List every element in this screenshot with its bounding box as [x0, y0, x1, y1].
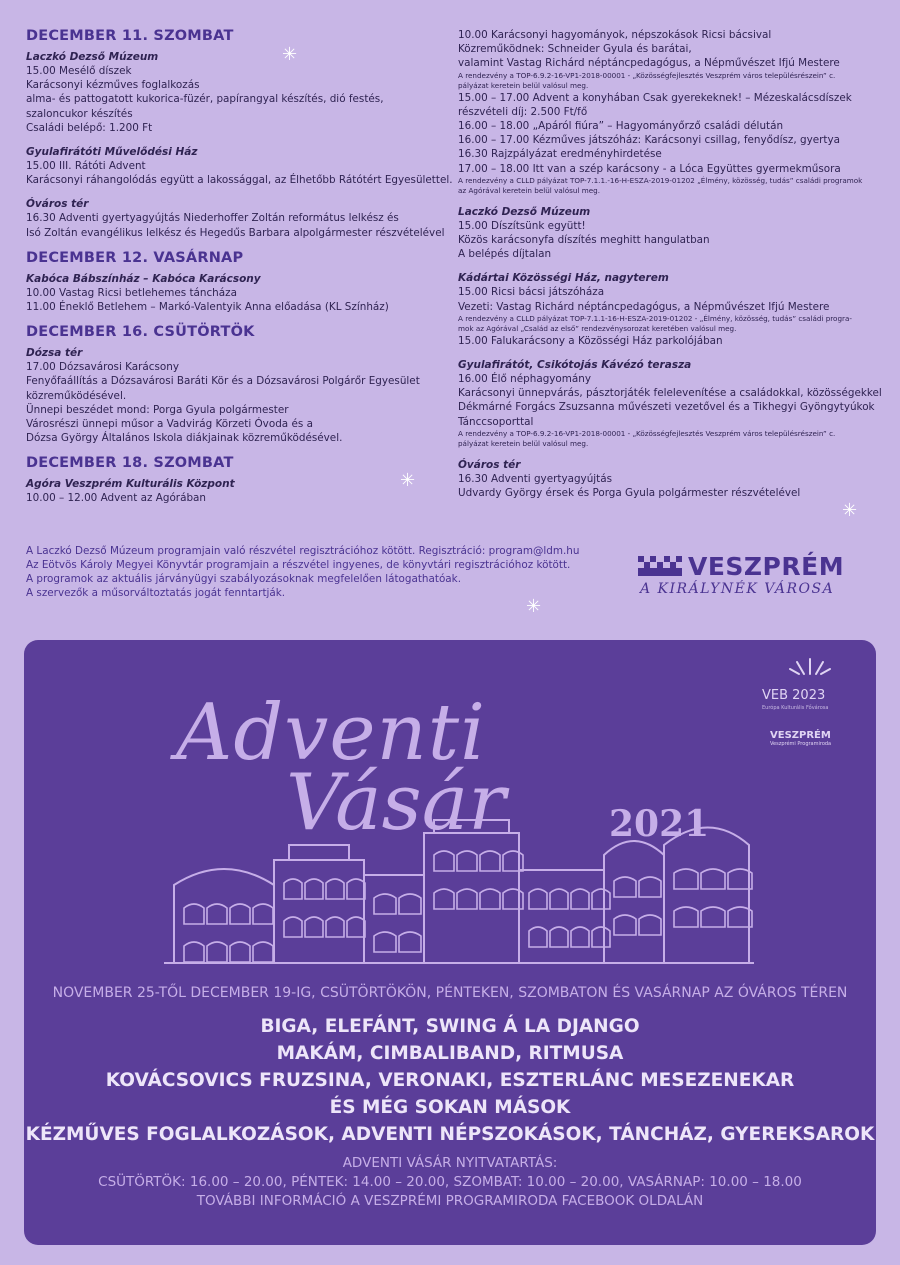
funding-note: pályázat keretein belül valósul meg. [458, 438, 589, 448]
program-line: Családi belépő: 1.200 Ft [26, 121, 153, 134]
program-line: valamint Vastag Richárd néptáncpedagógus, a Népművészet Ifjú Mestere [458, 57, 840, 70]
day-heading: DECEMBER 18. SZOMBAT [26, 455, 234, 472]
sparkle-icon: ✳ [526, 596, 542, 617]
fair-dates: NOVEMBER 25-TŐL DECEMBER 19-IG, CSÜTÖRTÖKÖN, PÉNTEKEN, SZOMBATON ÉS VASÁRNAP AZ ÓVÁROS TÉREN [52, 985, 848, 1001]
program-line: 17.00 Dózsavárosi Karácsony [26, 361, 180, 374]
program-line: Fenyőfaállítás a Dózsavárosi Baráti Kör és a Dózsavárosi Polgárőr Egyesület [26, 375, 420, 388]
program-line: 15.00 Díszítsünk együtt! [458, 219, 586, 232]
program-line: 15.00 Mesélő díszek [26, 65, 132, 77]
program-block [26, 272, 446, 314]
program-line: 10.00 – 12.00 Advent az Agórában [26, 492, 206, 505]
program-line: Vezeti: Vastag Richárd néptáncpedagógus, a Népművészet Ifjú Mestere [458, 300, 830, 313]
funding-note: az Agórával keretein belül valósul meg. [458, 185, 600, 195]
logo-tagline: A KIRÁLYNÉK VÁROSA [640, 581, 835, 597]
venue-name: Agóra Veszprém Kulturális Központ [26, 478, 235, 491]
funding-note: A rendezvény a TOP-6.9.2-16-VP1-2018-00001 - „Közösségfejlesztés Veszprém város településrészein” c. [458, 70, 836, 80]
program-line: 16.30 Rajzpályázat eredményhirdetése [458, 148, 662, 161]
program-line: Udvardy György érsek és Porga Gyula polgármester részvételével [458, 487, 801, 500]
program-line: 15.00 Falukarácsony a Közösségi Ház parkolójában [458, 334, 723, 347]
program-line: 16.00 – 18.00 „Apáról fiúra” – Hagyományőrző családi délután [458, 120, 784, 133]
banner-title-line2: Vásár [286, 758, 506, 848]
program-block [458, 205, 878, 262]
program-line: Ünnepi beszédet mond: Porga Gyula polgármester [26, 403, 289, 416]
day-heading: DECEMBER 12. VASÁRNAP [26, 249, 244, 266]
info-text: TOVÁBBI INFORMÁCIÓ A VESZPRÉMI PROGRAMIRODA FACEBOOK OLDALÁN [196, 1193, 704, 1209]
venue-name: Kabóca Bábszínház – Kabóca Karácsony [26, 272, 261, 285]
program-block [458, 271, 878, 348]
funding-note: A rendezvény a CLLD pályázat TOP-7.1.1.-16-H-ESZA-2019-01202 „Élmény, közösség, tudás” családi programok [458, 175, 863, 185]
funding-note: A rendezvény a TOP-6.9.2-16-VP1-2018-00001 - „Közösségfejlesztés Veszprém város településrészein” c. [458, 428, 836, 438]
performers-line: BIGA, ELEFÁNT, SWING Á LA DJANGO [260, 1016, 640, 1037]
program-line: 16.30 Adventi gyertyagyújtás Niederhoffer Zoltán református lelkész és [26, 212, 399, 225]
program-line: Dékmárné Forgács Zsuzsanna művészeti vezetővel és a Tikhegyi Gyöngytyúkok [458, 401, 875, 414]
venue-name: Kádártai Közösségi Ház, nagyterem [458, 272, 669, 285]
program-block [458, 358, 882, 448]
banner-title-line1: Adventi [176, 688, 487, 778]
program-line: A belépés díjtalan [458, 248, 552, 261]
crown-icon [638, 556, 682, 578]
day-heading: DECEMBER 11. SZOMBAT [26, 28, 234, 44]
venue-name: Óváros tér [458, 458, 521, 471]
venue-name: Óváros tér [26, 198, 89, 211]
program-line: Közös karácsonyfa díszítés meghitt hangulatban [458, 234, 710, 247]
venue-name: Laczkó Dezső Múzeum [26, 51, 159, 63]
program-line: közreműködésével. [26, 389, 127, 402]
veb-program-logo [770, 730, 831, 747]
performers-list [24, 1013, 876, 1148]
logo-word: VESZPRÉM [688, 552, 845, 581]
note-line: A programok az aktuális járványügyi szabályozásoknak megfelelően látogathatóak. [26, 573, 461, 585]
performers-line: MAKÁM, CIMBALIBAND, RITMUSA [276, 1043, 624, 1064]
program-block [26, 197, 446, 239]
funding-note: pályázat keretein belül valósul meg. [458, 80, 589, 90]
hours-title: ADVENTI VÁSÁR NYITVATARTÁS: [342, 1155, 558, 1171]
program-block [26, 50, 446, 135]
day-heading: DECEMBER 16. CSÜTÖRTÖK [26, 324, 255, 341]
program-line: részvételi díj: 2.500 Ft/fő [458, 105, 588, 118]
notes [26, 544, 626, 600]
sparkle-icon: ✳ [400, 470, 416, 491]
venue-name: Laczkó Dezső Múzeum [458, 205, 591, 218]
right-program-column [458, 28, 882, 510]
veb-logo-text: VESZPRÉM [770, 730, 831, 741]
program-block [26, 477, 446, 505]
program-line: 15.00 III. Rátóti Advent [26, 160, 146, 173]
funding-note: A rendezvény a CLLD pályázat TOP-7.1.1-16-H-ESZA-2019-01202 - „Élmény, közösség, tudás” családi progra- [458, 313, 852, 323]
program-line: Tánccsoporttal [458, 415, 534, 428]
program-line: 15.00 – 17.00 Advent a konyhában Csak gyerekeknek! – Mézeskalácsdíszek [458, 91, 852, 104]
program-block [458, 458, 878, 500]
opening-hours [24, 1154, 876, 1211]
program-line: 16.30 Adventi gyertyagyújtás [458, 472, 613, 485]
program-block [26, 346, 446, 445]
veb-text: VEB 2023 [762, 688, 826, 703]
program-line: 16.00 Élő néphagyomány [458, 373, 592, 386]
veszprem-logo [638, 552, 848, 602]
building-skyline-icon [164, 815, 754, 965]
program-line: Dózsa György Általános Iskola diákjainak közreműködésével. [26, 432, 343, 445]
veb-small-text: Európa Kulturális Fővárosa [762, 705, 829, 711]
program-block [26, 145, 453, 187]
program-line: alma- és pattogatott kukorica-füzér, papírangyal készítés, dió festés, [26, 93, 384, 106]
performers-line: ÉS MÉG SOKAN MÁSOK [329, 1097, 571, 1118]
left-program-column [26, 28, 453, 516]
funding-note: mok az Agórával „Család az első” rendezvénysorozat keretében valósul meg. [458, 323, 737, 333]
sparkle-icon: ✳ [842, 500, 858, 521]
program-line: Közreműködnek: Schneider Gyula és barátai, [458, 43, 692, 56]
program-line: Karácsonyi ünnepvárás, pásztorjáték felelevenítése a családokkal, közösségekkel [458, 387, 882, 400]
venue-name: Dózsa tér [26, 347, 83, 360]
sparkle-icon: ✳ [282, 44, 298, 65]
program-line: Városrészi ünnepi műsor a Vadvirág Körzeti Óvoda és a [26, 418, 313, 431]
note-line: A Laczkó Dezső Múzeum programjain való részvétel regisztrációhoz kötött. Regisztráció: program@ldm.hu [26, 545, 580, 557]
advent-fair-banner [24, 640, 876, 1245]
venue-name: Gyulafirátót, Csikótojás Kávézó terasza [458, 359, 692, 372]
program-line: 10.00 Karácsonyi hagyományok, népszokások Ricsi bácsival [458, 29, 772, 41]
veb-logo-small-text: Veszprémi Programiroda [770, 741, 832, 747]
note-line: A szervezők a műsorváltoztatás jogát fenntartják. [26, 587, 286, 599]
program-line: 16.00 – 17.00 Kézműves játszóház: Karácsonyi csillag, fenyődísz, gyertya [458, 134, 840, 147]
program-line: Karácsonyi ráhangolódás együtt a lakossággal, az Élhetőbb Rátótért Egyesülettel. [26, 174, 453, 187]
performers-line: KOVÁCSOVICS FRUZSINA, VERONAKI, ESZTERLÁNC MESEZENEKAR [105, 1070, 795, 1091]
veb-label [762, 688, 828, 711]
hours-text: CSÜTÖRTÖK: 16.00 – 20.00, PÉNTEK: 14.00 – 20.00, SZOMBAT: 10.00 – 20.00, VASÁRNAP: 10.00 – 18.00 [98, 1174, 802, 1190]
note-line: Az Eötvös Károly Megyei Könyvtár programjain a részvétel ingyenes, de könyvtári regisztrációhoz kötött. [26, 559, 571, 571]
program-line: 11.00 Éneklő Betlehem – Markó-Valentyik Anna előadása (KL Színház) [26, 301, 389, 314]
program-line: 15.00 Ricsi bácsi játszóháza [458, 286, 605, 299]
banner-year: 2021 [609, 803, 710, 845]
program-line: Karácsonyi kézműves foglalkozás [26, 79, 200, 92]
program-line: 10.00 Vastag Ricsi betlehemes táncháza [26, 286, 237, 299]
program-block [458, 28, 878, 195]
program-line: 17.00 – 18.00 Itt van a szép karácsony - a Lóca Együttes gyermekműsora [458, 162, 841, 175]
program-line: Isó Zoltán evangélikus lelkész és Hegedűs Barbara alpolgármester részvételével [26, 226, 445, 239]
performers-line: KÉZMŰVES FOGLALKOZÁSOK, ADVENTI NÉPSZOKÁSOK, TÁNCHÁZ, GYEREKSAROK [25, 1124, 875, 1145]
venue-name: Gyulafirátóti Művelődési Ház [26, 146, 198, 159]
rays-icon [788, 656, 832, 676]
program-line: szaloncukor készítés [26, 107, 133, 120]
